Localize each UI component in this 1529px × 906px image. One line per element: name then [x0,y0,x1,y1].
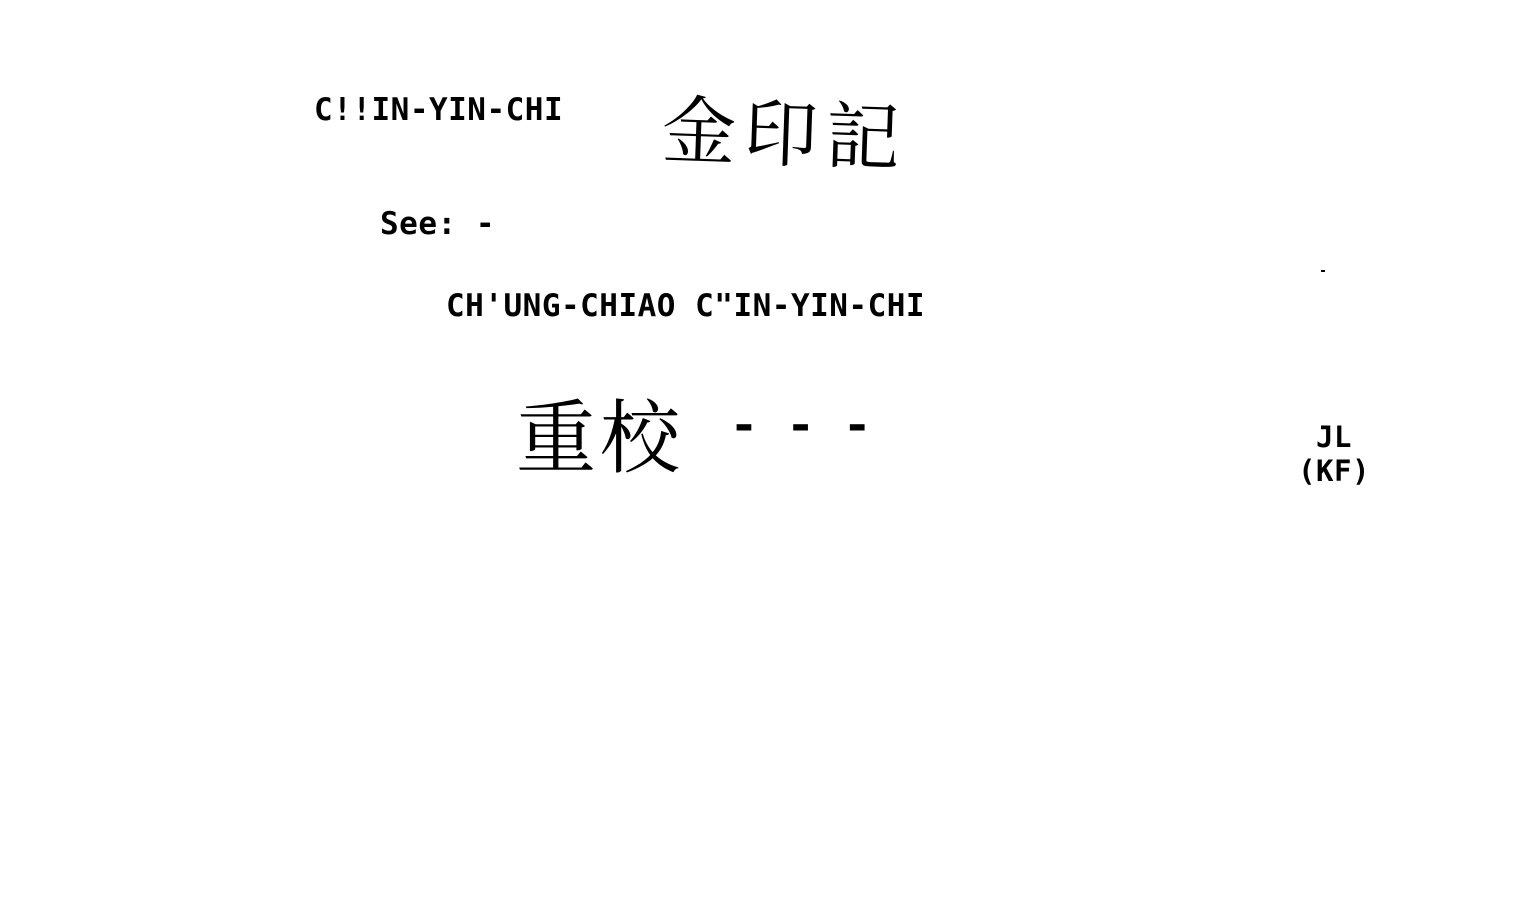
heading-chinese-title: 金印記 [660,87,910,183]
crossref-dashes: - - - [734,396,878,452]
cataloger-initials [1292,420,1376,488]
heading-romanized-title: C!!IN-YIN-CHI [314,92,564,128]
crossref-romanized-title: CH'UNG-CHIAO C"IN-YIN-CHI [446,288,926,324]
initials-line-2: (KF) [1298,454,1370,488]
see-reference-label: See: - [380,206,495,242]
crossref-chinese-title: 重校 [516,392,684,485]
ink-speck [1321,270,1325,272]
initials-line-1: JL [1316,420,1352,454]
